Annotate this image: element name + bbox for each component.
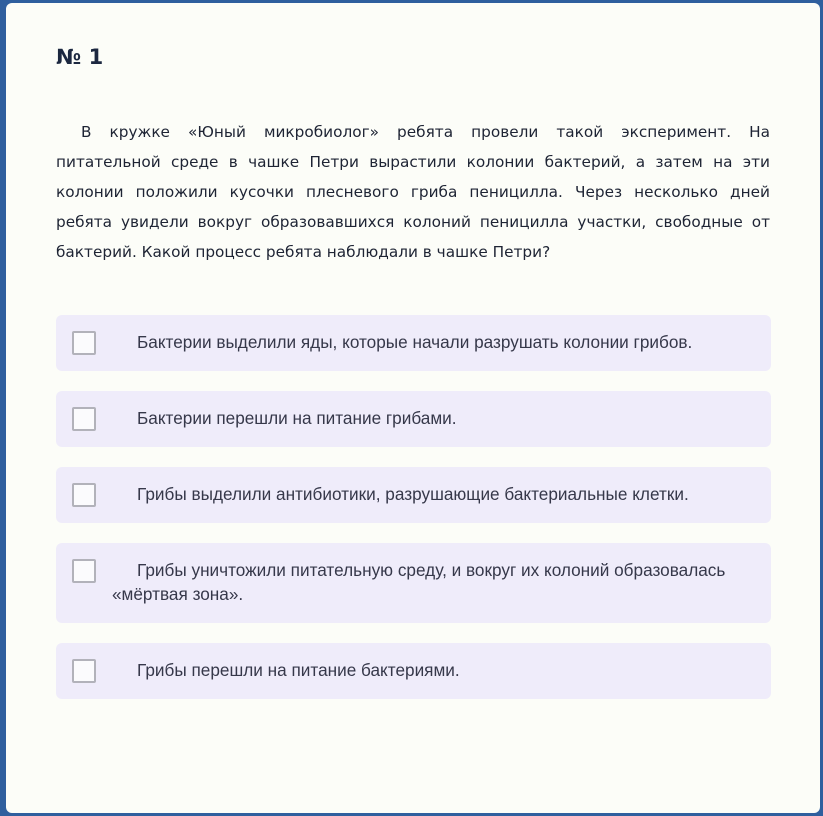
answer-option-1-label: Бактерии выделили яды, которые начали разрушать колонии грибов. bbox=[137, 332, 693, 352]
answer-options bbox=[56, 315, 771, 719]
answer-option-3[interactable] bbox=[56, 467, 771, 523]
answer-option-1[interactable] bbox=[56, 315, 771, 371]
task-number: № 1 bbox=[56, 45, 104, 69]
answer-option-2[interactable] bbox=[56, 391, 771, 447]
answer-option-3-label: Грибы выделили антибиотики, разрушающие бактериальные клетки. bbox=[137, 484, 689, 504]
answer-option-2-label: Бактерии перешли на питание грибами. bbox=[137, 408, 457, 428]
answer-option-5-label: Грибы перешли на питание бактериями. bbox=[137, 660, 460, 680]
answer-option-5[interactable] bbox=[56, 643, 771, 699]
answer-option-4[interactable] bbox=[56, 543, 771, 623]
checkbox-5[interactable] bbox=[72, 659, 96, 683]
answer-option-4-label: Грибы уничтожили питательную среду, и вокруг их колоний образовалась «мёртвая зона». bbox=[112, 560, 726, 604]
task-card bbox=[6, 3, 820, 813]
checkbox-1[interactable] bbox=[72, 331, 96, 355]
checkbox-4[interactable] bbox=[72, 559, 96, 583]
question-text: В кружке «Юный микробиолог» ребята провели такой эксперимент. На питательной среде в чашке Петри вырастили колонии бактерий, а затем на эти колонии положили кусочки плесневого гриба пеницилла. Через несколько дней ребята увидели вокруг образовавшихся колоний пеницилла участки, свободные от бактерий. Какой процесс ребята наблюдали в чашке Петри? bbox=[56, 123, 770, 261]
checkbox-2[interactable] bbox=[72, 407, 96, 431]
checkbox-3[interactable] bbox=[72, 483, 96, 507]
